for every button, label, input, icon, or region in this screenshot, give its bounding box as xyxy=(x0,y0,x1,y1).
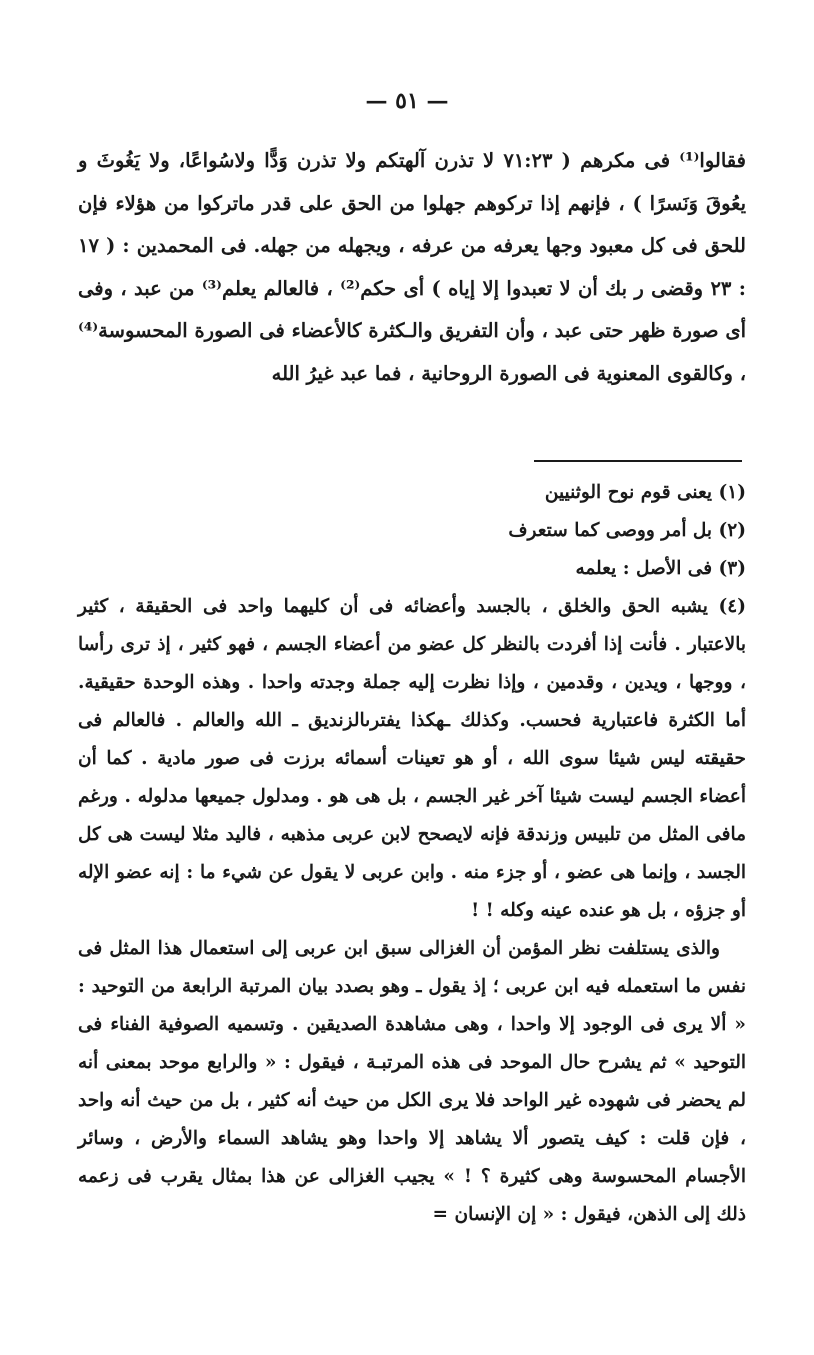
footnote-number: (٢) xyxy=(718,520,746,541)
footnote-text: يعنى قوم نوح الوثنيين xyxy=(544,482,713,503)
footnote-number: (٣) xyxy=(718,558,746,579)
footnotes-block xyxy=(78,474,746,1234)
footnote-text: فى الأصل : يعلمه xyxy=(575,558,713,579)
footnote-4 xyxy=(78,588,746,930)
footnote-1 xyxy=(78,474,746,512)
footnote-2 xyxy=(78,512,746,550)
footnote-number: (٤) xyxy=(718,596,746,617)
footnote-separator xyxy=(534,460,742,462)
footnote-4-continuation: والذى يستلفت نظر المؤمن أن الغزالى سبق ابن عربى إلى استعمال هذا المثل فى نفس ما استعمله فيه ابن عربى ؛ إذ يقول ـ وهو بصدد بيان المرتبة الرابعة من التوحيد : « ألا يرى فى الوجود إلا واحدا ، وهى مشاهدة الصديقين . وتسميه الصوفية الفناء فى التوحيد » ثم يشرح حال الموحد فى هذه المرتبـة ، فيقول : « والرابع موحد بمعنى أنه لم يحضر فى شهوده غير الواحد فلا يرى الكل من حيث أنه كثير ، بل من حيث أنه واحد ، فإن قلت : كيف يتصور ألا يشاهد إلا واحدا وهو يشاهد السماء والأرض ، وسائر الأجسام المحسوسة وهى كثيرة ؟ ! » يجيب الغزالى عن هذا بمثال يقرب فى زعمه ذلك إلى الذهن، فيقول : « إن الإنسان = xyxy=(78,938,746,1225)
main-text-block xyxy=(78,140,746,395)
footnote-text: يشبه الحق والخلق ، بالجسد وأعضائه فى أن كليهما واحد فى الحقيقة ، كثير بالاعتبار . فأنت إذا أفردت بالنظر كل عضو من أعضاء الجسم ، فهو كثير ، إذ ترى رأسا ، ووجها ، ويدين ، وقدمين ، وإذا نظرت إليه جملة وجدته واحدا . وهذه الوحدة حقيقية. أما الكثرة فاعتبارية فحسب. وكذلك ـهكذا يفترىالزنديق ـ الله والعالم . فالعالم فى حقيقته ليس شيئا سوى الله ، أو هو تعينات أسمائه برزت فى صور مادية . كما أن أعضاء الجسم ليست شيئا آخر غير الجسم ، بل هى هو . ومدلول جميعها مدلوله . ورغم مافى المثل من تلبيس وزندقة فإنه لايصحح لابن عربى مذهبه ، فاليد مثلا ليست هى كل الجسد ، وإنما هى عضو ، أو جزء منه . وابن عربى لا يقول عن شيء ما : إنه عضو الإله أو جزؤه ، بل هو عنده عينه وكله ! ! xyxy=(78,596,746,921)
footnote-text: بل أمر ووصى كما ستعرف xyxy=(508,520,713,541)
footnote-3 xyxy=(78,550,746,588)
page-number: — ٥١ — xyxy=(365,88,449,114)
main-paragraph: فقالوا⁽¹⁾ فى مكرهم ( ٧١:٢٣ لا تذرن آلهتكم ولا تذرن وَدًّا ولاسُواعًا، ولا يَغُوثَ و يعُوقَ وَنَسرًا ) ، فإنهم إذا تركوهم جهلوا من الحق على قدر ماتركوا من هؤلاء فإن للحق فى كل معبود وجها يعرفه من عرفه ، ويجهله من جهله. فى المحمدين : ( ١٧ : ٢٣ وقضى ر بك أن لا تعبدوا إلا إياه ) أى حكم⁽²⁾ ، فالعالم يعلم⁽³⁾ من عبد ، وفى أى صورة ظهر حتى عبد ، وأن التفريق والـكثرة كالأعضاء فى الصورة المحسوسة⁽⁴⁾ ، وكالقوى المعنوية فى الصورة الروحانية ، فما عبد غيرُ الله xyxy=(78,149,746,385)
footnote-number: (١) xyxy=(718,482,746,503)
